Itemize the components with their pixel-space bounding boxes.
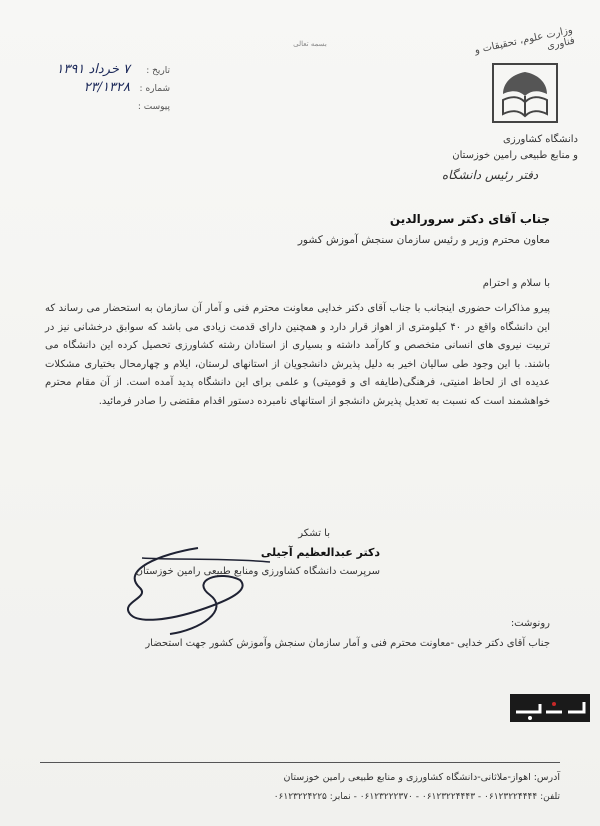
number-value: ۲۳/۱۳۲۸: [83, 80, 130, 95]
meta-number-row: [30, 80, 170, 102]
greeting: با سلام و احترام: [482, 278, 550, 289]
date-value: ۷ خرداد ۱۳۹۱: [56, 62, 130, 77]
signer-title: سرپرست دانشگاه کشاورزی ومنابع طبیعی رامین خوزستان: [135, 566, 380, 577]
letter-meta: [30, 62, 170, 120]
addressee-title: معاون محترم وزیر و رئیس سازمان سنجش آموزش کشور: [297, 234, 550, 246]
addressee-name: جناب آقای دکتر سرورالدین: [389, 212, 550, 226]
cc-label: رونوشت:: [510, 618, 550, 629]
university-logo-icon: [485, 60, 565, 126]
number-label: شماره :: [139, 84, 170, 94]
body-text: پیرو مذاکرات حضوری اینجانب با جناب آقای دکتر خدایی معاونت محترم فنی و آمار آن سازمان به استحضار می رساند که این دانشگاه واقع در ۴۰ کیلومتری از اهواز قرار دارد و همچنین دارای قدمت زیادی می باشد که سوابق درخشانی نیز در تربیت نیروی های انسانی متخصص و کارآمد داشته و بسیاری از استادان رشته کشاورزی تحصیل کرده این دانشگاه می باشند. با این وجود طی سالیان اخیر به دلیل پذیرش دانشجویان از استانهای لرستان، ایلام و چهارمحال بختیاری مشکلات عدیده ای از لحاظ امنیتی، فرهنگی(طایفه ای و قومیتی) و علمی برای این دانشگاه پدید آمده است. از آن مقام محترم خواهشمند است که نسبت به تعدیل پذیرش دانشجو از استانهای نامبرده دستور اقدام مقتضی را صادر فرمائید.: [45, 303, 551, 407]
meta-attachment-row: [30, 102, 170, 120]
tabnak-watermark-logo: [510, 690, 590, 726]
attachment-label: پیوست :: [137, 102, 170, 112]
footer-phones: تلفن: ۰۶۱۲۳۲۲۴۴۴۴ - ۰۶۱۲۳۲۲۴۴۴۳ - ۰۶۱۲۳۲۲۲۳۷۰ - نمابر: ۰۶۱۲۳۲۲۴۲۲۵: [273, 792, 560, 802]
addressee: [110, 212, 550, 246]
date-label: تاریخ :: [146, 66, 170, 76]
letter-body: [45, 300, 550, 411]
university-line-1: دانشگاه کشاورزی: [503, 134, 578, 145]
bismillah: بسمه تعالی: [293, 40, 327, 48]
cc-text: جناب آقای دکتر خدایی -معاونت محترم فنی و آمار سازمان سنجش وآموزش کشور جهت استحضار: [145, 638, 550, 649]
signer-name: دکتر عبدالعظیم آجیلی: [260, 546, 380, 559]
university-name: [400, 132, 578, 164]
footer-divider: [40, 762, 560, 763]
office-title: دفتر رئیس دانشگاه: [441, 168, 539, 182]
university-line-2: و منابع طبیعی رامین خوزستان: [452, 150, 578, 161]
ministry-name: وزارت علوم، تحقیقات و فناوری: [473, 24, 576, 57]
closing: با تشکر: [298, 528, 330, 539]
footer-address: آدرس: اهواز-ملاثانی-دانشگاه کشاورزی و منابع طبیعی رامین خوزستان: [283, 772, 560, 783]
